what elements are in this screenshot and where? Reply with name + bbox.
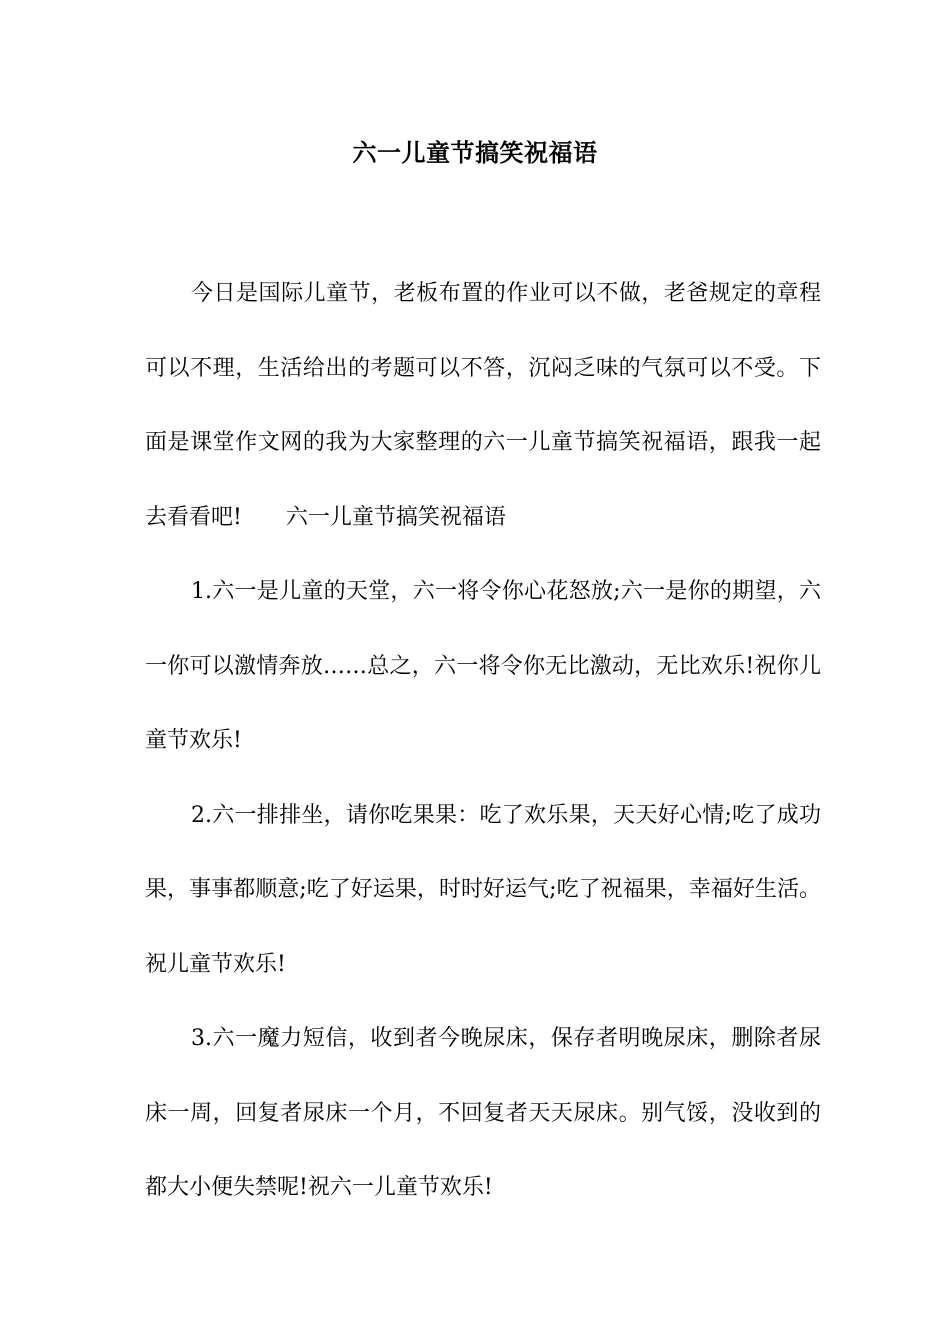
- paragraph-wish-1: 1.六一是儿童的天堂，六一将令你心花怒放;六一是你的期望，六一你可以激情奔放……总之，六一将令你无比激动，无比欢乐!祝你儿童节欢乐!: [145, 579, 821, 753]
- document-title: 六一儿童节搞笑祝福语: [352, 138, 598, 167]
- paragraph-wish-3: 3.六一魔力短信，收到者今晚尿床，保存者明晚尿床，删除者尿床一周，回复者尿床一个月，不回复者天天尿床。别气馁，没收到的都大小便失禁呢!祝六一儿童节欢乐!: [145, 1026, 821, 1200]
- paragraph-intro: 今日是国际儿童节，老板布置的作业可以不做，老爸规定的章程可以不理，生活给出的考题可以不答，沉闷乏味的气氛可以不受。下面是课堂作文网的我为大家整理的六一儿童节搞笑祝福语，跟我一起去看看吧! 六一儿童节搞笑祝福语: [145, 281, 821, 530]
- paragraph-wish-2: 2.六一排排坐，请你吃果果：吃了欢乐果，天天好心情;吃了成功果，事事都顺意;吃了好运果，时时好运气;吃了祝福果，幸福好生活。祝儿童节欢乐!: [145, 802, 821, 977]
- document-body: [145, 257, 821, 1226]
